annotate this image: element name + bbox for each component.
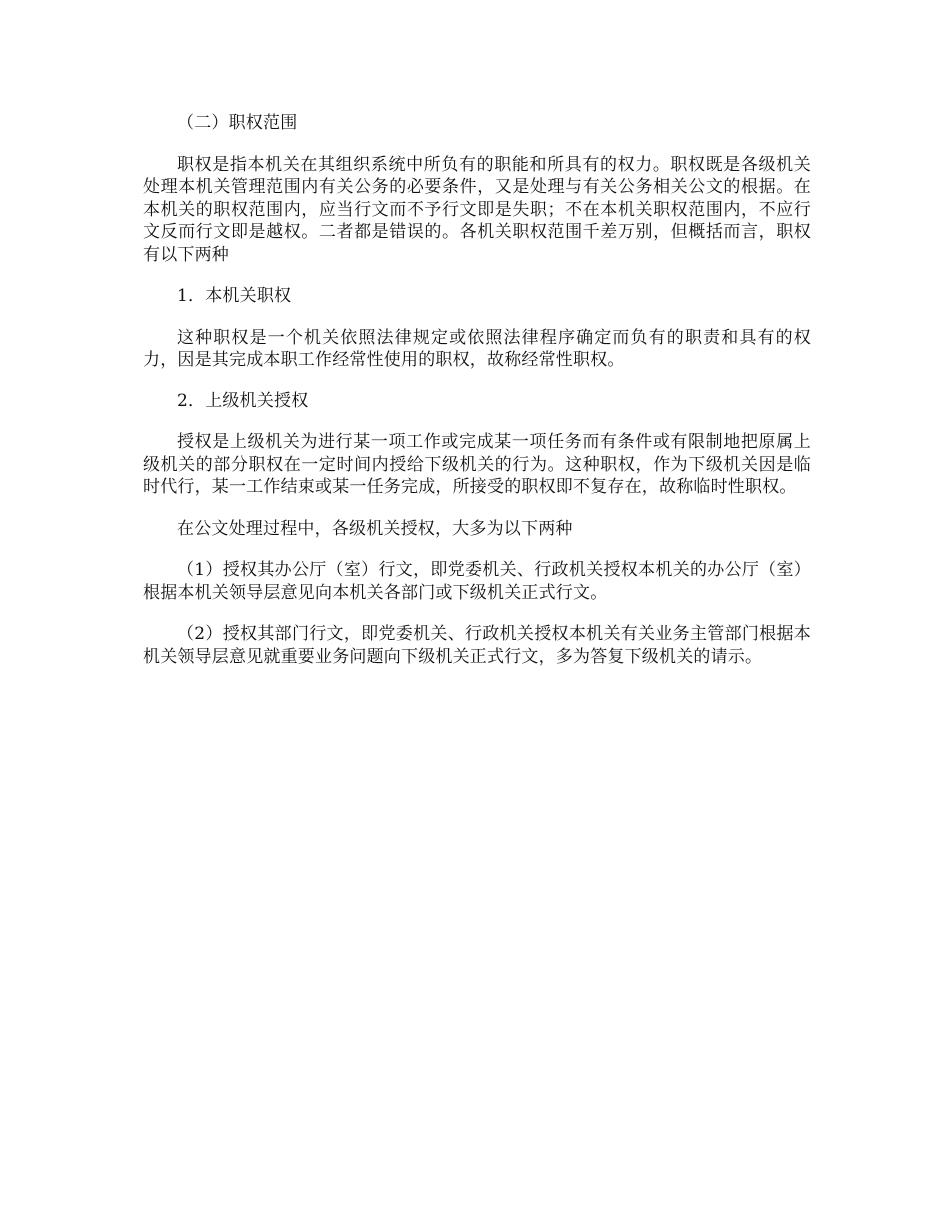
- section-heading: （二）职权范围: [177, 113, 298, 133]
- subheading-own-authority: 1．本机关职权: [177, 286, 292, 306]
- paragraph-own-authority: 这种职权是一个机关依照法律规定或依照法律程序确定而负有的职责和具有的权力，因是其完成本职工作经常性使用的职权，故称经常性职权。: [143, 327, 811, 370]
- paragraph-delegation-office: （1）授权其办公厅（室）行文，即党委机关、行政机关授权本机关的办公厅（室）根据本机关领导层意见向本机关各部门或下级机关正式行文。: [143, 560, 811, 603]
- document-body: [143, 112, 811, 668]
- subheading-delegated-authority: 2．上级机关授权: [177, 390, 309, 411]
- paragraph-delegated-authority: 授权是上级机关为进行某一项工作或完成某一项任务而有条件或有限制地把原属上级机关的部分职权在一定时间内授给下级机关的行为。这种职权，作为下级机关因是临时代行，某一工作结束或某一任务完成，所接受的职权即不复存在，故称临时性职权。: [143, 432, 811, 497]
- paragraph-definition: 职权是指本机关在其组织系统中所负有的职能和所具有的权力。职权既是各级机关处理本机关管理范围内有关公务的必要条件，又是处理与有关公务相关公文的根据。在本机关的职权范围内，应当行文而不予行文即是失职；不在本机关职权范围内，不应行文反而行文即是越权。二者都是错误的。各机关职权范围千差万别，但概括而言，职权有以下两种: [143, 154, 811, 265]
- paragraph-delegation-department: （2）授权其部门行文，即党委机关、行政机关授权本机关有关业务主管部门根据本机关领导层意见就重要业务问题向下级机关正式行文，多为答复下级机关的请示。: [143, 624, 811, 667]
- paragraph-delegation-intro: 在公文处理过程中，各级机关授权，大多为以下两种: [177, 518, 573, 539]
